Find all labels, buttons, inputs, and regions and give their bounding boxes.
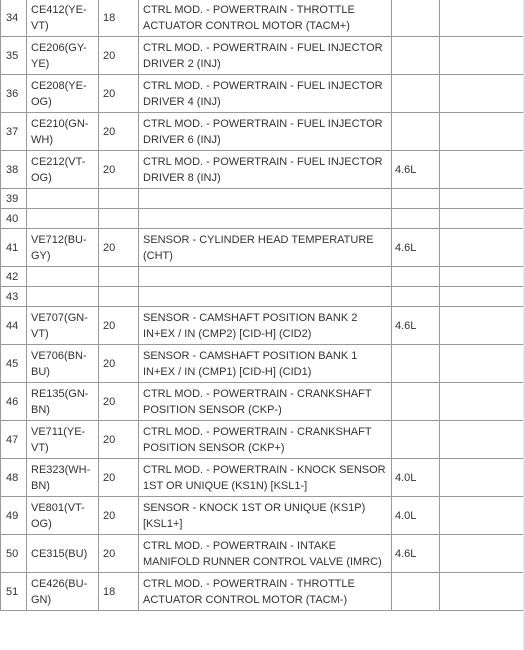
pin-number-cell: 47 <box>1 421 27 459</box>
table-row <box>1 267 526 287</box>
wire-code-cell: VE712(BU-GY) <box>27 229 99 267</box>
wire-code-cell: CE206(GY-YE) <box>27 37 99 75</box>
table-row <box>1 113 526 151</box>
circuit-description-cell: SENSOR - CYLINDER HEAD TEMPERATURE (CHT) <box>139 229 392 267</box>
pin-number-cell: 34 <box>1 0 27 37</box>
pin-number-cell: 51 <box>1 573 27 611</box>
wire-gauge-cell: 20 <box>99 307 139 345</box>
wire-code-cell: CE210(GN-WH) <box>27 113 99 151</box>
table-row <box>1 535 526 573</box>
wire-code-cell: CE212(VT-OG) <box>27 151 99 189</box>
table-row <box>1 573 526 611</box>
pin-number-cell: 39 <box>1 189 27 209</box>
pin-number-cell: 43 <box>1 287 27 307</box>
engine-variant-cell <box>392 209 440 229</box>
table-row <box>1 209 526 229</box>
pin-number-cell: 44 <box>1 307 27 345</box>
circuit-description-cell: CTRL MOD. - POWERTRAIN - CRANKSHAFT POSITION SENSOR (CKP+) <box>139 421 392 459</box>
table-row <box>1 0 526 37</box>
table-row <box>1 37 526 75</box>
circuit-description-cell <box>139 209 392 229</box>
pin-number-cell: 48 <box>1 459 27 497</box>
wire-gauge-cell <box>99 267 139 287</box>
wire-code-cell <box>27 267 99 287</box>
wire-gauge-cell: 20 <box>99 383 139 421</box>
wire-gauge-cell: 18 <box>99 573 139 611</box>
table-row <box>1 75 526 113</box>
pin-number-cell: 38 <box>1 151 27 189</box>
wire-gauge-cell: 20 <box>99 345 139 383</box>
wire-code-cell: RE323(WH-BN) <box>27 459 99 497</box>
table-row <box>1 459 526 497</box>
pin-number-cell: 37 <box>1 113 27 151</box>
wire-gauge-cell: 20 <box>99 459 139 497</box>
notes-cell <box>440 209 526 229</box>
engine-variant-cell: 4.0L <box>392 459 440 497</box>
engine-variant-cell: 4.6L <box>392 535 440 573</box>
engine-variant-cell <box>392 113 440 151</box>
notes-cell <box>440 189 526 209</box>
wire-code-cell: VE706(BN-BU) <box>27 345 99 383</box>
engine-variant-cell: 4.0L <box>392 497 440 535</box>
circuit-description-cell <box>139 267 392 287</box>
pin-number-cell: 46 <box>1 383 27 421</box>
circuit-description-cell: SENSOR - KNOCK 1ST OR UNIQUE (KS1P) [KSL1+] <box>139 497 392 535</box>
table-row <box>1 383 526 421</box>
wire-code-cell: VE711(YE-VT) <box>27 421 99 459</box>
engine-variant-cell <box>392 267 440 287</box>
circuit-description-cell <box>139 189 392 209</box>
notes-cell <box>440 459 526 497</box>
pin-number-cell: 50 <box>1 535 27 573</box>
notes-cell <box>440 229 526 267</box>
wire-gauge-cell: 20 <box>99 75 139 113</box>
engine-variant-cell <box>392 287 440 307</box>
engine-variant-cell <box>392 345 440 383</box>
wire-code-cell <box>27 209 99 229</box>
table-row <box>1 421 526 459</box>
engine-variant-cell <box>392 189 440 209</box>
notes-cell <box>440 497 526 535</box>
table-row <box>1 229 526 267</box>
circuit-description-cell: CTRL MOD. - POWERTRAIN - INTAKE MANIFOLD RUNNER CONTROL VALVE (IMRC) <box>139 535 392 573</box>
pin-number-cell: 35 <box>1 37 27 75</box>
wire-code-cell: CE412(YE-VT) <box>27 0 99 37</box>
circuit-description-cell: CTRL MOD. - POWERTRAIN - FUEL INJECTOR DRIVER 4 (INJ) <box>139 75 392 113</box>
circuit-description-cell: CTRL MOD. - POWERTRAIN - CRANKSHAFT POSITION SENSOR (CKP-) <box>139 383 392 421</box>
wire-code-cell <box>27 287 99 307</box>
circuit-description-cell: CTRL MOD. - POWERTRAIN - THROTTLE ACTUATOR CONTROL MOTOR (TACM+) <box>139 0 392 37</box>
notes-cell <box>440 0 526 37</box>
pin-number-cell: 49 <box>1 497 27 535</box>
engine-variant-cell <box>392 37 440 75</box>
wire-gauge-cell: 18 <box>99 0 139 37</box>
wire-code-cell: CE426(BU-GN) <box>27 573 99 611</box>
pinout-table-body <box>1 0 526 611</box>
notes-cell <box>440 75 526 113</box>
notes-cell <box>440 37 526 75</box>
wire-gauge-cell <box>99 287 139 307</box>
wire-gauge-cell: 20 <box>99 497 139 535</box>
wire-gauge-cell: 20 <box>99 229 139 267</box>
pin-number-cell: 40 <box>1 209 27 229</box>
wire-gauge-cell: 20 <box>99 151 139 189</box>
engine-variant-cell: 4.6L <box>392 307 440 345</box>
table-row <box>1 151 526 189</box>
engine-variant-cell <box>392 75 440 113</box>
table-row <box>1 287 526 307</box>
wire-gauge-cell: 20 <box>99 535 139 573</box>
circuit-description-cell: CTRL MOD. - POWERTRAIN - THROTTLE ACTUATOR CONTROL MOTOR (TACM-) <box>139 573 392 611</box>
pin-number-cell: 42 <box>1 267 27 287</box>
pin-number-cell: 41 <box>1 229 27 267</box>
circuit-description-cell: CTRL MOD. - POWERTRAIN - KNOCK SENSOR 1ST OR UNIQUE (KS1N) [KSL1-] <box>139 459 392 497</box>
wire-gauge-cell: 20 <box>99 37 139 75</box>
wire-gauge-cell: 20 <box>99 421 139 459</box>
wire-gauge-cell <box>99 189 139 209</box>
engine-variant-cell: 4.6L <box>392 229 440 267</box>
table-row <box>1 345 526 383</box>
pin-number-cell: 45 <box>1 345 27 383</box>
circuit-description-cell: CTRL MOD. - POWERTRAIN - FUEL INJECTOR DRIVER 8 (INJ) <box>139 151 392 189</box>
notes-cell <box>440 345 526 383</box>
engine-variant-cell <box>392 0 440 37</box>
circuit-description-cell: CTRL MOD. - POWERTRAIN - FUEL INJECTOR DRIVER 6 (INJ) <box>139 113 392 151</box>
notes-cell <box>440 267 526 287</box>
notes-cell <box>440 421 526 459</box>
circuit-description-cell <box>139 287 392 307</box>
notes-cell <box>440 287 526 307</box>
table-row <box>1 307 526 345</box>
wire-code-cell: VE801(VT-OG) <box>27 497 99 535</box>
engine-variant-cell <box>392 421 440 459</box>
notes-cell <box>440 573 526 611</box>
pin-number-cell: 36 <box>1 75 27 113</box>
notes-cell <box>440 535 526 573</box>
circuit-description-cell: SENSOR - CAMSHAFT POSITION BANK 1 IN+EX / IN (CMP1) [CID-H] (CID1) <box>139 345 392 383</box>
wire-code-cell: CE315(BU) <box>27 535 99 573</box>
engine-variant-cell <box>392 383 440 421</box>
wire-code-cell: VE707(GN-VT) <box>27 307 99 345</box>
engine-variant-cell <box>392 573 440 611</box>
notes-cell <box>440 307 526 345</box>
wire-code-cell <box>27 189 99 209</box>
wire-code-cell: RE135(GN-BN) <box>27 383 99 421</box>
table-row <box>1 189 526 209</box>
wire-gauge-cell: 20 <box>99 113 139 151</box>
notes-cell <box>440 383 526 421</box>
notes-cell <box>440 113 526 151</box>
circuit-description-cell: CTRL MOD. - POWERTRAIN - FUEL INJECTOR DRIVER 2 (INJ) <box>139 37 392 75</box>
notes-cell <box>440 151 526 189</box>
table-row <box>1 497 526 535</box>
wire-code-cell: CE208(YE-OG) <box>27 75 99 113</box>
engine-variant-cell: 4.6L <box>392 151 440 189</box>
circuit-description-cell: SENSOR - CAMSHAFT POSITION BANK 2 IN+EX / IN (CMP2) [CID-H] (CID2) <box>139 307 392 345</box>
wire-gauge-cell <box>99 209 139 229</box>
